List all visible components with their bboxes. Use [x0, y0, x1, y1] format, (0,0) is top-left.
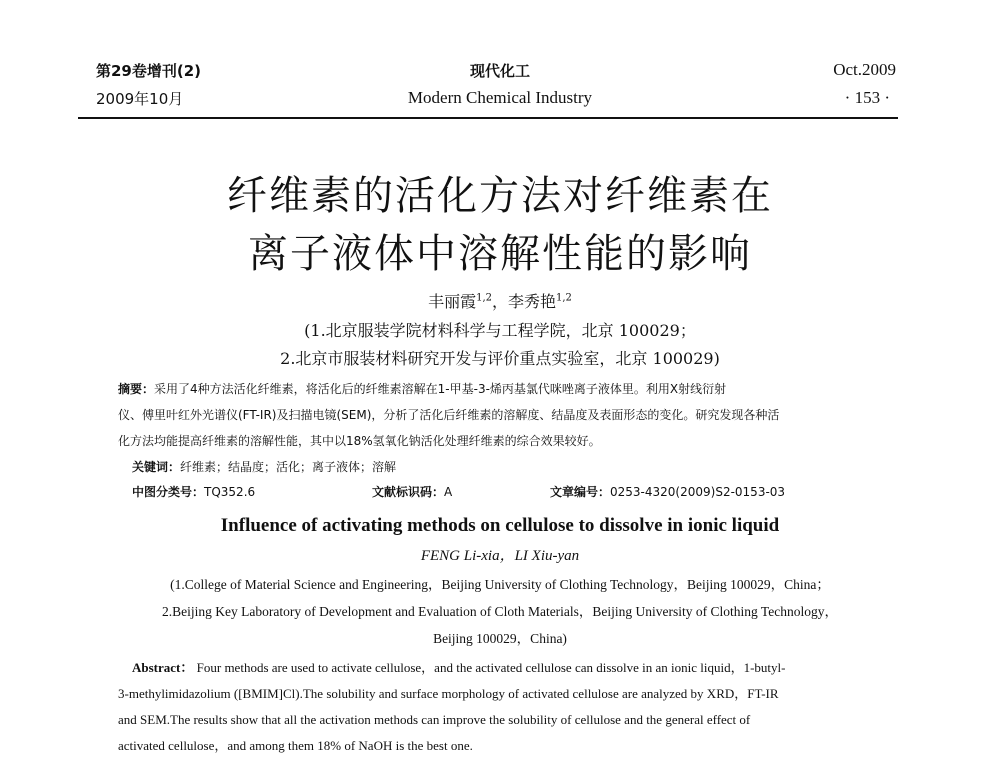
clc-number — [132, 483, 255, 500]
journal-name-en: Modern Chemical Industry — [407, 88, 593, 107]
clc-value: TQ352.6 — [204, 485, 256, 499]
author-name: 李秀艳 — [508, 292, 557, 311]
journal-name-cn: 现代化工 — [469, 62, 530, 80]
affiliation-en-2: 2.Beijing Key Laboratory of Development and Evaluation of Cloth Materials，Beijing University of Clothing Technology， — [162, 604, 838, 619]
affiliation-cn-1: (1.北京服装学院材料科学与工程学院，北京 100029； — [304, 321, 696, 340]
abstract-en-text: Four methods are used to activate cellulose，and the activated cellulose can dissolve in an ionic liquid，1-butyl- — [196, 660, 786, 675]
affiliation-en-1: (1.College of Material Science and Engineering，Beijing University of Clothing Technology，Beijing 100029，China； — [170, 577, 830, 592]
abstract-en-label: Abstract： — [132, 660, 194, 675]
abstract-cn-line3: 化方法均能提高纤维素的溶解性能，其中以18%氢氧化钠活化处理纤维素的综合效果较好。 — [118, 434, 601, 448]
abstract-en-line2: 3-methylimidazolium ([BMIM]Cl).The solubility and surface morphology of activated cellulose are analyzed by XRD，FT-IR — [118, 686, 779, 701]
authors-cn — [0, 289, 1000, 312]
doc-value: A — [444, 485, 453, 499]
keywords-cn — [132, 458, 892, 475]
author-affil-sup: 1,2 — [476, 292, 492, 304]
title-cn-line1: 纤维素的活化方法对纤维素在 — [227, 173, 773, 219]
keywords-label: 关键词： — [132, 460, 181, 474]
doc-label: 文献标识码： — [372, 485, 445, 499]
abstract-cn-line1 — [118, 380, 878, 397]
art-value: 0253-4320(2009)S2-0153-03 — [610, 485, 786, 499]
title-en: Influence of activating methods on cellulose to dissolve in ionic liquid — [220, 515, 780, 536]
header-rule — [78, 117, 898, 119]
authors-en: FENG Li-xia，LI Xiu-yan — [420, 548, 580, 564]
abstract-en — [118, 655, 878, 759]
art-label: 文章编号： — [550, 485, 611, 499]
title-cn-line2: 离子液体中溶解性能的影响 — [248, 231, 752, 277]
abstract-en-line1 — [118, 655, 878, 681]
clc-label: 中图分类号： — [132, 485, 205, 499]
abstract-en-line3: and SEM.The results show that all the activation methods can improve the solubility of cellulose and the general effect of — [118, 712, 751, 727]
affiliation-cn-2: 2.北京市服装材料研究开发与评价重点实验室，北京 100029) — [280, 349, 720, 368]
author-name: 丰丽霞 — [428, 292, 477, 311]
abstract-en-line4: activated cellulose，and among them 18% of NaOH is the best one. — [118, 738, 473, 753]
author-affil-sup: 1,2 — [556, 292, 572, 304]
journal-date-cn: 2009年10月 — [96, 90, 184, 108]
article-number — [550, 483, 785, 500]
author-sep: ， — [491, 292, 508, 311]
journal-volume: 第29卷增刊(2) — [96, 62, 202, 80]
affiliation-en-3: Beijing 100029，China) — [433, 631, 567, 646]
abstract-cn-text: 采用了4种方法活化纤维素，将活化后的纤维素溶解在1-甲基-3-烯丙基氯代咪唑离子液体里。利用X射线衍射 — [154, 382, 727, 396]
keywords-text: 纤维素；结晶度；活化；离子液体；溶解 — [180, 460, 397, 474]
abstract-cn-line2: 仪、傅里叶红外光谱仪(FT-IR)及扫描电镜(SEM)，分析了活化后纤维素的溶解度、结晶度及表面形态的变化。研究发现各种活 — [118, 408, 780, 422]
abstract-cn-label: 摘要： — [118, 382, 155, 396]
doc-code — [372, 483, 452, 500]
journal-date-en: Oct.2009 — [833, 60, 896, 79]
page-number: · 153 · — [844, 88, 890, 107]
